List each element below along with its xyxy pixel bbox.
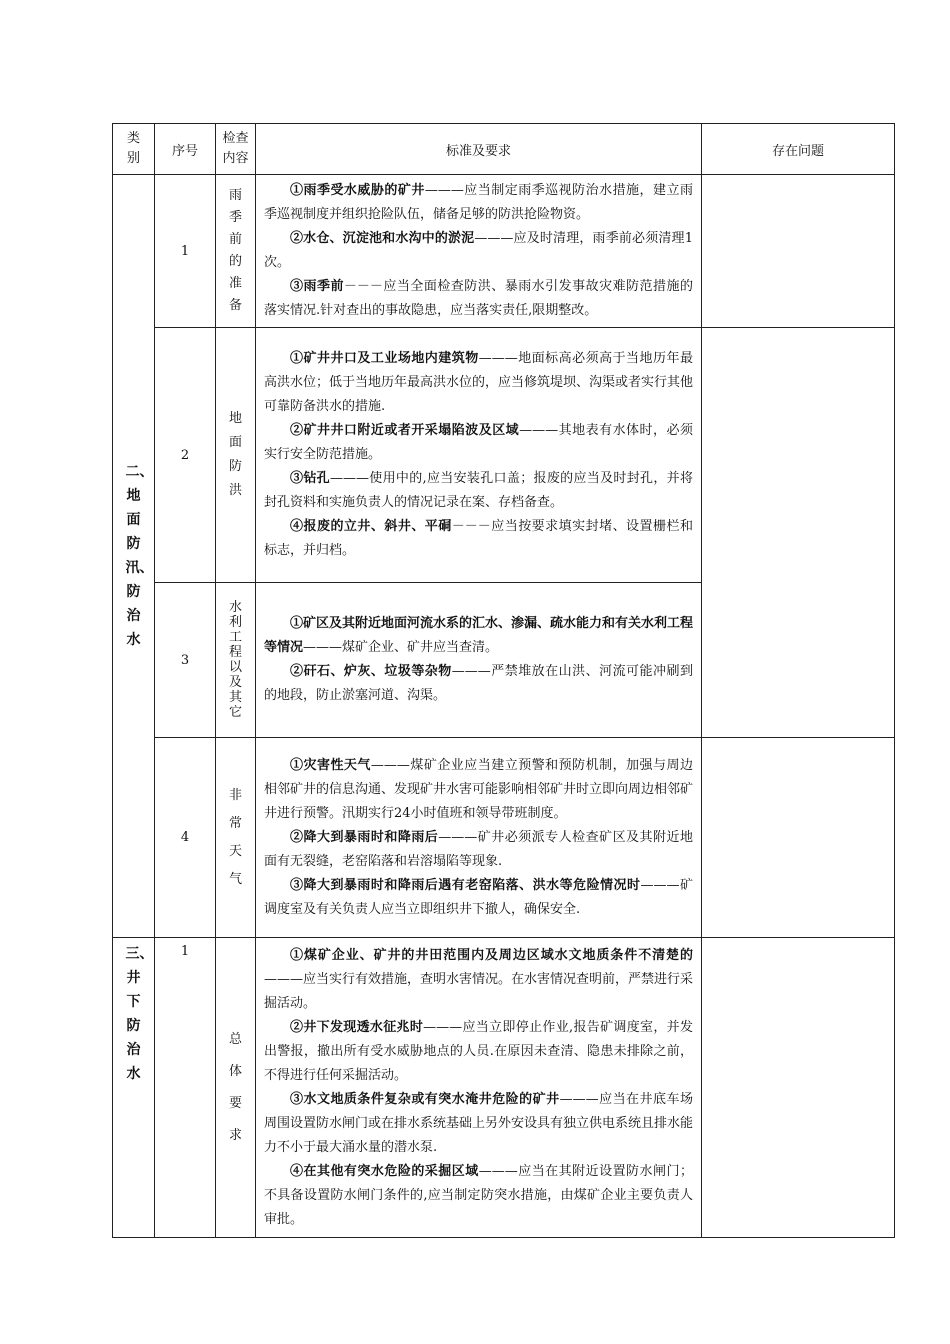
standard-item: ③降大到暴雨时和降雨后遇有老窑陷落、洪水等危险情况时———矿调度室及有关负责人应当立即组织井下撤人，确保安全. xyxy=(264,877,693,917)
standard-cell xyxy=(256,328,702,583)
standard-item: ③雨季前－－－应当全面检查防洪、暴雨水引发事故灾难防范措施的落实情况.针对查出的事故隐患，应当落实责任,限期整改。 xyxy=(264,279,693,318)
table-row xyxy=(113,938,895,1238)
issue-cell[interactable] xyxy=(702,938,895,1238)
standard-item: ④报废的立井、斜井、平硐－－－应当按要求填实封堵、设置栅栏和标志，并归档。 xyxy=(264,519,693,558)
table-row xyxy=(113,328,895,583)
standard-item: ②井下发现透水征兆时———应当立即停止作业,报告矿调度室，并发出警报，撤出所有受水威胁地点的人员.在原因未查清、隐患未排除之前，不得进行任何采掘活动。 xyxy=(264,1019,693,1083)
seq-cell: 1 xyxy=(155,175,216,328)
issue-cell[interactable] xyxy=(702,738,895,938)
standard-cell xyxy=(256,175,702,328)
standard-item: ①灾害性天气———煤矿企业应当建立预警和预防机制，加强与周边相邻矿井的信息沟通、发现矿井水害可能影响相邻矿井时立即向周边相邻矿井进行预警。汛期实行24小时值班和领导带班制度。 xyxy=(264,757,694,821)
standard-item: ②降大到暴雨时和降雨后———矿井必须派专人检查矿区及其附近地面有无裂缝，老窑陷落和岩溶塌陷等现象. xyxy=(264,829,693,869)
standard-item: ①煤矿企业、矿井的井田范围内及周边区域水文地质条件不清楚的———应当实行有效措施，查明水害情况。在水害情况查明前，严禁进行采掘活动。 xyxy=(264,947,694,1011)
table-row xyxy=(113,175,895,328)
header-issue: 存在问题 xyxy=(702,124,895,175)
issue-cell[interactable] xyxy=(702,328,895,738)
standard-item: ②矿井井口附近或者开采塌陷波及区域———其地表有水体时，必须实行安全防范措施。 xyxy=(264,423,693,462)
header-standard: 标准及要求 xyxy=(256,124,702,175)
standard-item: ①雨季受水威胁的矿井———应当制定雨季巡视防治水措施，建立雨季巡视制度并组织抢险队伍，储备足够的防洪抢险物资。 xyxy=(264,183,693,222)
standard-cell xyxy=(256,738,702,938)
content-cell: 水利工程以及其它 xyxy=(216,583,256,738)
table-row xyxy=(113,738,895,938)
content-cell: 雨季前的准备 xyxy=(216,175,256,328)
standard-item: ②水仓、沉淀池和水沟中的淤泥———应及时清理，雨季前必须清理1次。 xyxy=(264,231,693,270)
issue-cell[interactable] xyxy=(702,175,895,328)
standard-cell xyxy=(256,938,702,1238)
content-cell: 非常天气 xyxy=(216,738,256,938)
inspection-table xyxy=(112,123,895,1238)
standard-cell xyxy=(256,583,702,738)
category-cell: 三、井下防治水 xyxy=(113,938,155,1238)
category-cell: 二、地面防汛、防治水 xyxy=(113,175,155,938)
standard-item: ②矸石、炉灰、垃圾等杂物———严禁堆放在山洪、河流可能冲刷到的地段，防止淤塞河道、沟渠。 xyxy=(264,664,693,703)
header-content: 检查内容 xyxy=(216,124,256,175)
standard-item: ④在其他有突水危险的采掘区域———应当在其附近设置防水闸门；不具备设置防水闸门条件的,应当制定防突水措施，由煤矿企业主要负责人审批。 xyxy=(264,1163,693,1227)
header-category: 类别 xyxy=(113,124,155,175)
content-cell: 总体要求 xyxy=(216,938,256,1238)
table-header-row xyxy=(113,124,895,175)
standard-item: ①矿井井口及工业场地内建筑物———地面标高必须高于当地历年最高洪水位；低于当地历年最高洪水位的，应当修筑堤坝、沟渠或者实行其他可靠防备洪水的措施. xyxy=(264,351,694,414)
content-cell: 地面防洪 xyxy=(216,328,256,583)
standard-item: ①矿区及其附近地面河流水系的汇水、渗漏、疏水能力和有关水利工程等情况———煤矿企业、矿井应当查清。 xyxy=(264,616,694,655)
standard-item: ③钻孔———使用中的,应当安装孔口盖；报废的应当及时封孔，并将封孔资料和实施负责人的情况记录在案、存档备查。 xyxy=(264,471,693,510)
seq-cell: 3 xyxy=(155,583,216,738)
header-seq: 序号 xyxy=(155,124,216,175)
standard-item: ③水文地质条件复杂或有突水淹井危险的矿井———应当在井底车场周围设置防水闸门或在排水系统基础上另外安设具有独立供电系统且排水能力不小于最大涌水量的潜水泵. xyxy=(264,1091,694,1155)
seq-cell: 2 xyxy=(155,328,216,583)
seq-cell: 4 xyxy=(155,738,216,938)
seq-cell: 1 xyxy=(155,938,216,1238)
